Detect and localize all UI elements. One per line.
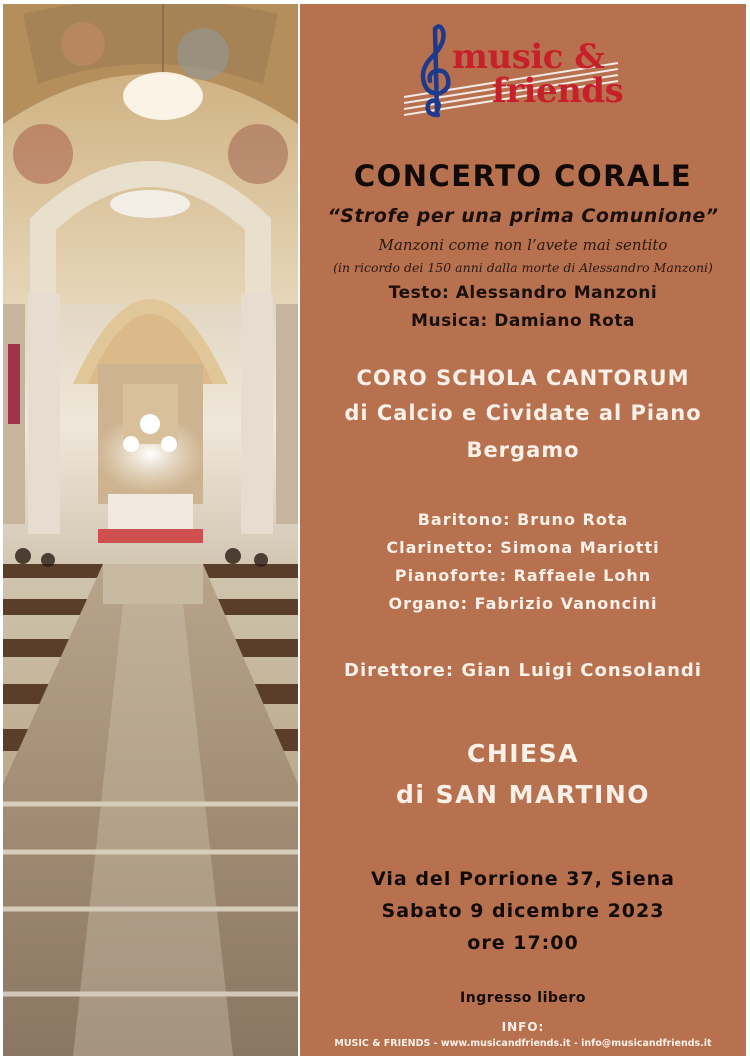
venue-name: di SAN MARTINO	[395, 780, 651, 809]
church-interior-photo	[3, 4, 298, 1056]
choir-name: CORO SCHOLA CANTORUM	[356, 366, 690, 390]
free-entry: Ingresso libero	[460, 990, 586, 1006]
performer-clarinet: Clarinetto: Simona Mariotti	[386, 538, 660, 557]
music-credit: Musica: Damiano Rota	[411, 311, 635, 331]
performer-piano: Pianoforte: Raffaele Lohn	[394, 566, 652, 585]
event-time: ore 17:00	[467, 932, 579, 954]
event-address: Via del Porrione 37, Siena	[371, 868, 675, 890]
music-and-friends-logo	[400, 19, 630, 119]
treble-clef-icon	[418, 23, 454, 119]
performer-baritone: Baritono: Bruno Rota	[417, 510, 629, 529]
venue-church: CHIESA	[466, 739, 579, 768]
concert-title: CONCERTO CORALE	[353, 159, 693, 193]
concert-tagline: Manzoni come non l’avete mai sentito	[378, 236, 668, 254]
choir-place: di Calcio e Cividate al Piano	[344, 401, 702, 425]
info-label: INFO:	[501, 1020, 545, 1034]
logo-text-music: music &	[452, 37, 605, 77]
concert-subtitle: “Strofe per una prima Comunione”	[327, 205, 719, 227]
lyrics-credit: Testo: Alessandro Manzoni	[388, 283, 658, 303]
church-interior-illustration	[3, 4, 298, 1056]
contact-info: MUSIC & FRIENDS - www.musicandfriends.it - info@musicandfriends.it	[334, 1038, 712, 1049]
logo-text-friends: friends	[492, 71, 624, 111]
memorial-note: (in ricordo dei 150 anni dalla morte di Alessandro Manzoni)	[333, 260, 713, 275]
info-panel	[300, 4, 746, 1056]
director: Direttore: Gian Luigi Consolandi	[344, 660, 702, 681]
event-date: Sabato 9 dicembre 2023	[381, 900, 665, 922]
performer-organ: Organo: Fabrizio Vanoncini	[388, 594, 658, 613]
choir-city: Bergamo	[466, 438, 580, 462]
